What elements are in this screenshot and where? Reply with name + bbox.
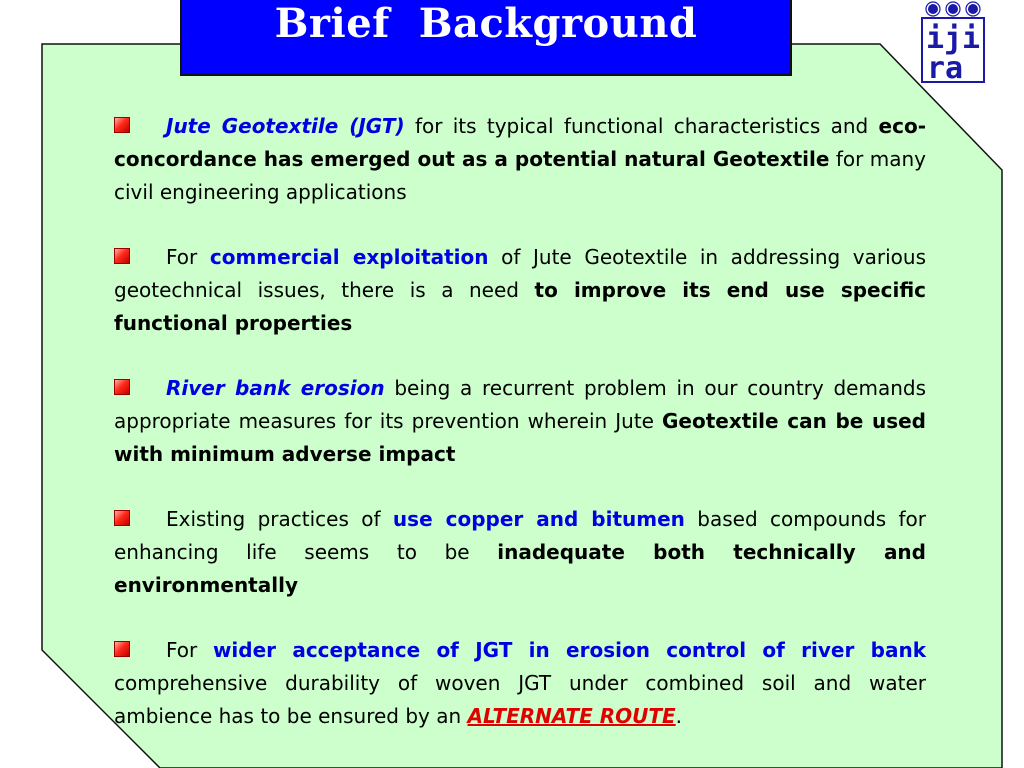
slide-title: Brief Background — [274, 0, 698, 47]
bullet-3-lead: River bank erosion — [166, 376, 385, 400]
bullet-5-end: . — [675, 704, 683, 728]
title-banner — [180, 0, 792, 76]
bullet-marker-icon — [114, 379, 130, 395]
bullet-1-lead: Jute Geotextile (JGT) — [166, 114, 405, 138]
bullet-5-text: comprehensive durability of woven JGT under combined soil and water ambience has to be ensured by an — [114, 671, 926, 728]
logo-letters-bottom: ra — [927, 51, 964, 84]
bullet-3-text: being a recurrent problem in our country demands appropriate measures for its prevention wherein Jute — [114, 376, 926, 433]
bullet-4-bold: inadequate both technically and environmentally — [114, 540, 926, 597]
bullet-4-lead: Existing practices of — [166, 507, 393, 531]
bullet-marker-icon — [114, 117, 130, 133]
bullet-item-5 — [114, 634, 926, 733]
logo-letters-top-i: i — [962, 21, 981, 56]
bullet-5-lead: For — [166, 638, 213, 662]
bullet-marker-icon — [114, 510, 130, 526]
bullet-1-text: for its typical functional characteristics and — [404, 114, 879, 138]
ijira-logo — [918, 0, 988, 84]
bullet-list — [114, 110, 926, 765]
bullet-1-bold: eco-concordance has emerged out as a potential natural Geotextile — [114, 114, 926, 171]
bullet-2-lead: For — [166, 245, 210, 269]
bullet-4-highlight: use copper and bitumen — [392, 507, 685, 531]
bullet-item-2 — [114, 241, 926, 340]
bullet-5-highlight: wider acceptance of JGT in erosion control of river bank — [212, 638, 926, 662]
bullet-2-bold: to improve its end use specific functional properties — [114, 278, 926, 335]
bullet-marker-icon — [114, 248, 130, 264]
bullet-3-bold: Geotextile can be used with minimum adverse impact — [114, 409, 926, 466]
logo-letters-top: ij — [926, 21, 963, 56]
bullet-marker-icon — [114, 641, 130, 657]
bullet-2-text: of Jute Geotextile in addressing various geotechnical issues, there is a need — [114, 245, 926, 302]
bullet-item-4 — [114, 503, 926, 602]
bullet-item-1 — [114, 110, 926, 209]
bullet-1-text-end: for many civil engineering applications — [114, 147, 927, 204]
bullet-4-text: based compounds for enhancing life seems to be — [114, 507, 926, 564]
bullet-item-3 — [114, 372, 926, 471]
bullet-2-highlight: commercial exploitation — [209, 245, 489, 269]
alternate-route-emphasis: ALTERNATE ROUTE — [467, 704, 676, 728]
